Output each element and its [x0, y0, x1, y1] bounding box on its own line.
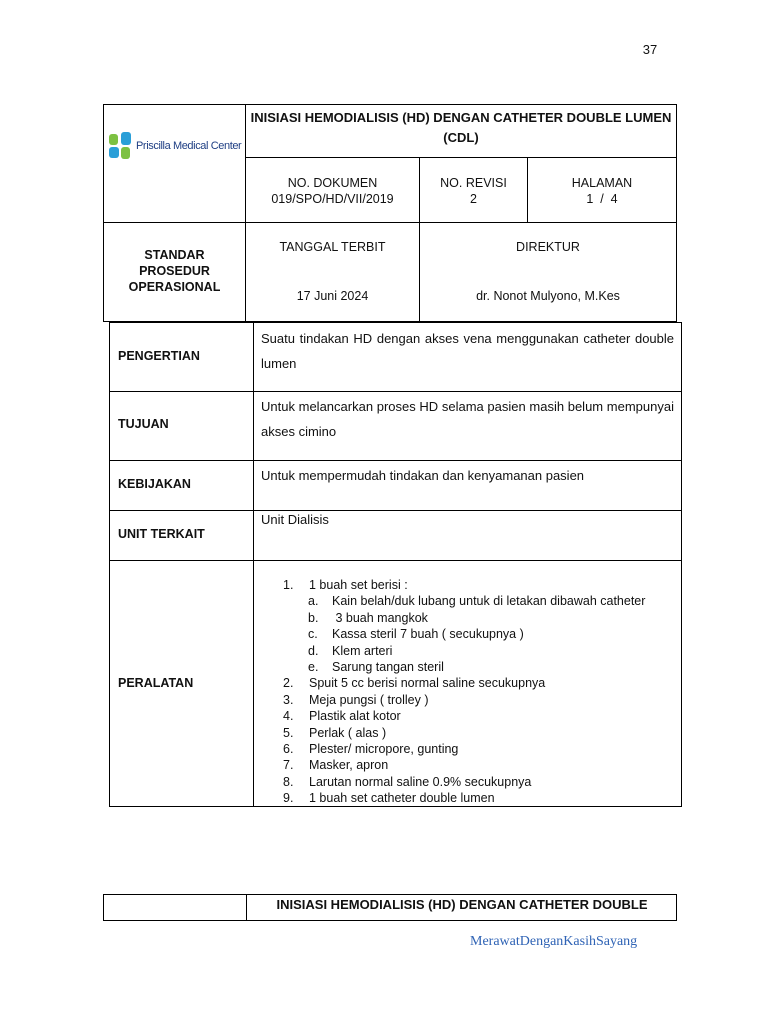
row-divider	[109, 391, 682, 392]
item-text: Masker, apron	[309, 758, 389, 773]
item-number: 4.	[283, 709, 294, 724]
equipment-list	[283, 577, 645, 806]
kebijakan-text: Untuk mempermudah tindakan dan kenyamanan pasien	[261, 468, 585, 483]
unit-terkait-label: UNIT TERKAIT	[118, 527, 205, 541]
item-number: d.	[308, 643, 319, 658]
list-item	[283, 577, 645, 593]
doc-number-cell	[246, 158, 420, 223]
item-text: Sarung tangan steril	[332, 659, 444, 674]
spo-label	[104, 223, 246, 321]
list-item	[283, 790, 645, 806]
item-text: Spuit 5 cc berisi normal saline secukupnya	[309, 676, 546, 691]
page-label: HALAMAN	[571, 176, 633, 190]
item-number: 3.	[283, 692, 294, 707]
row-divider	[109, 560, 682, 561]
column-divider	[253, 322, 254, 807]
page-number: 37	[642, 42, 658, 57]
spo-line: PROSEDUR	[139, 264, 210, 278]
footer-motto: MerawatDenganKasihSayang	[470, 934, 638, 949]
item-number: a.	[308, 594, 319, 609]
kebijakan-label: KEBIJAKAN	[118, 477, 191, 491]
item-number: e.	[308, 659, 319, 674]
spo-line: STANDAR	[144, 248, 205, 262]
item-text: Meja pungsi ( trolley )	[309, 692, 429, 707]
clover-logo-icon	[108, 132, 132, 160]
item-text: Klem arteri	[332, 643, 393, 658]
item-text: Perlak ( alas )	[309, 725, 387, 740]
list-item	[283, 692, 645, 708]
item-number: c.	[308, 627, 318, 642]
list-item	[283, 675, 645, 691]
item-number: 5.	[283, 725, 294, 740]
next-page-title: INISIASI HEMODIALISIS (HD) DENGAN CATHETER DOUBLE	[276, 897, 648, 912]
row-divider	[109, 460, 682, 461]
revision-cell	[420, 158, 528, 223]
item-text: 1 buah set catheter double lumen	[309, 791, 495, 806]
list-item	[283, 626, 645, 642]
logo-cell	[104, 105, 246, 222]
hospital-logo	[108, 132, 241, 160]
director-label: DIREKTUR	[516, 240, 580, 254]
peralatan-label: PERALATAN	[118, 676, 194, 690]
tujuan-text: Untuk melancarkan proses HD selama pasien masih belum mempunyai akses cimino	[261, 399, 674, 439]
item-text: Kain belah/duk lubang untuk di letakan dibawah catheter	[332, 594, 646, 609]
issue-date-label: TANGGAL TERBIT	[279, 240, 386, 254]
item-text: Kassa steril 7 buah ( secukupnya )	[332, 627, 524, 642]
list-item	[283, 659, 645, 675]
page-value: 1 / 4	[586, 192, 618, 206]
page-cell	[528, 158, 676, 223]
item-number: 1.	[283, 578, 294, 592]
item-text: Larutan normal saline 0.9% secukupnya	[309, 774, 532, 789]
issue-date-cell	[246, 223, 420, 321]
list-item	[283, 593, 645, 609]
list-item	[283, 643, 645, 659]
item-number: 9.	[283, 791, 294, 806]
item-text: 3 buah mangkok	[332, 610, 428, 625]
director-cell	[420, 223, 676, 321]
list-item	[283, 741, 645, 757]
item-text: Plester/ micropore, gunting	[309, 741, 459, 756]
pengertian-label: PENGERTIAN	[118, 349, 200, 363]
list-item	[283, 708, 645, 724]
list-item	[283, 757, 645, 773]
pengertian-text: Suatu tindakan HD dengan akses vena menggunakan catheter double lumen	[261, 331, 674, 371]
spo-line: OPERASIONAL	[128, 280, 221, 294]
doc-number-value: 019/SPO/HD/VII/2019	[271, 192, 394, 206]
item-text: 1 buah set berisi :	[309, 578, 408, 592]
revision-label: NO. REVISI	[440, 176, 507, 190]
document-title: INISIASI HEMODIALISIS (HD) DENGAN CATHETER DOUBLE LUMEN (CDL)	[246, 105, 676, 158]
issue-date-value: 17 Juni 2024	[296, 289, 369, 303]
unit-terkait-text: Unit Dialisis	[261, 512, 329, 527]
tujuan-label: TUJUAN	[118, 417, 169, 431]
list-item	[283, 774, 645, 790]
item-number: 8.	[283, 774, 294, 789]
director-name: dr. Nonot Mulyono, M.Kes	[476, 289, 620, 303]
revision-value: 2	[470, 192, 477, 206]
item-number: 2.	[283, 676, 294, 691]
item-number: 6.	[283, 741, 294, 756]
logo-text: Priscilla Medical Center	[136, 140, 242, 152]
doc-number-label: NO. DOKUMEN	[287, 176, 378, 190]
list-item	[283, 725, 645, 741]
item-number: b.	[308, 610, 319, 625]
item-number: 7.	[283, 758, 294, 773]
list-item	[283, 610, 645, 626]
item-text: Plastik alat kotor	[309, 709, 401, 724]
